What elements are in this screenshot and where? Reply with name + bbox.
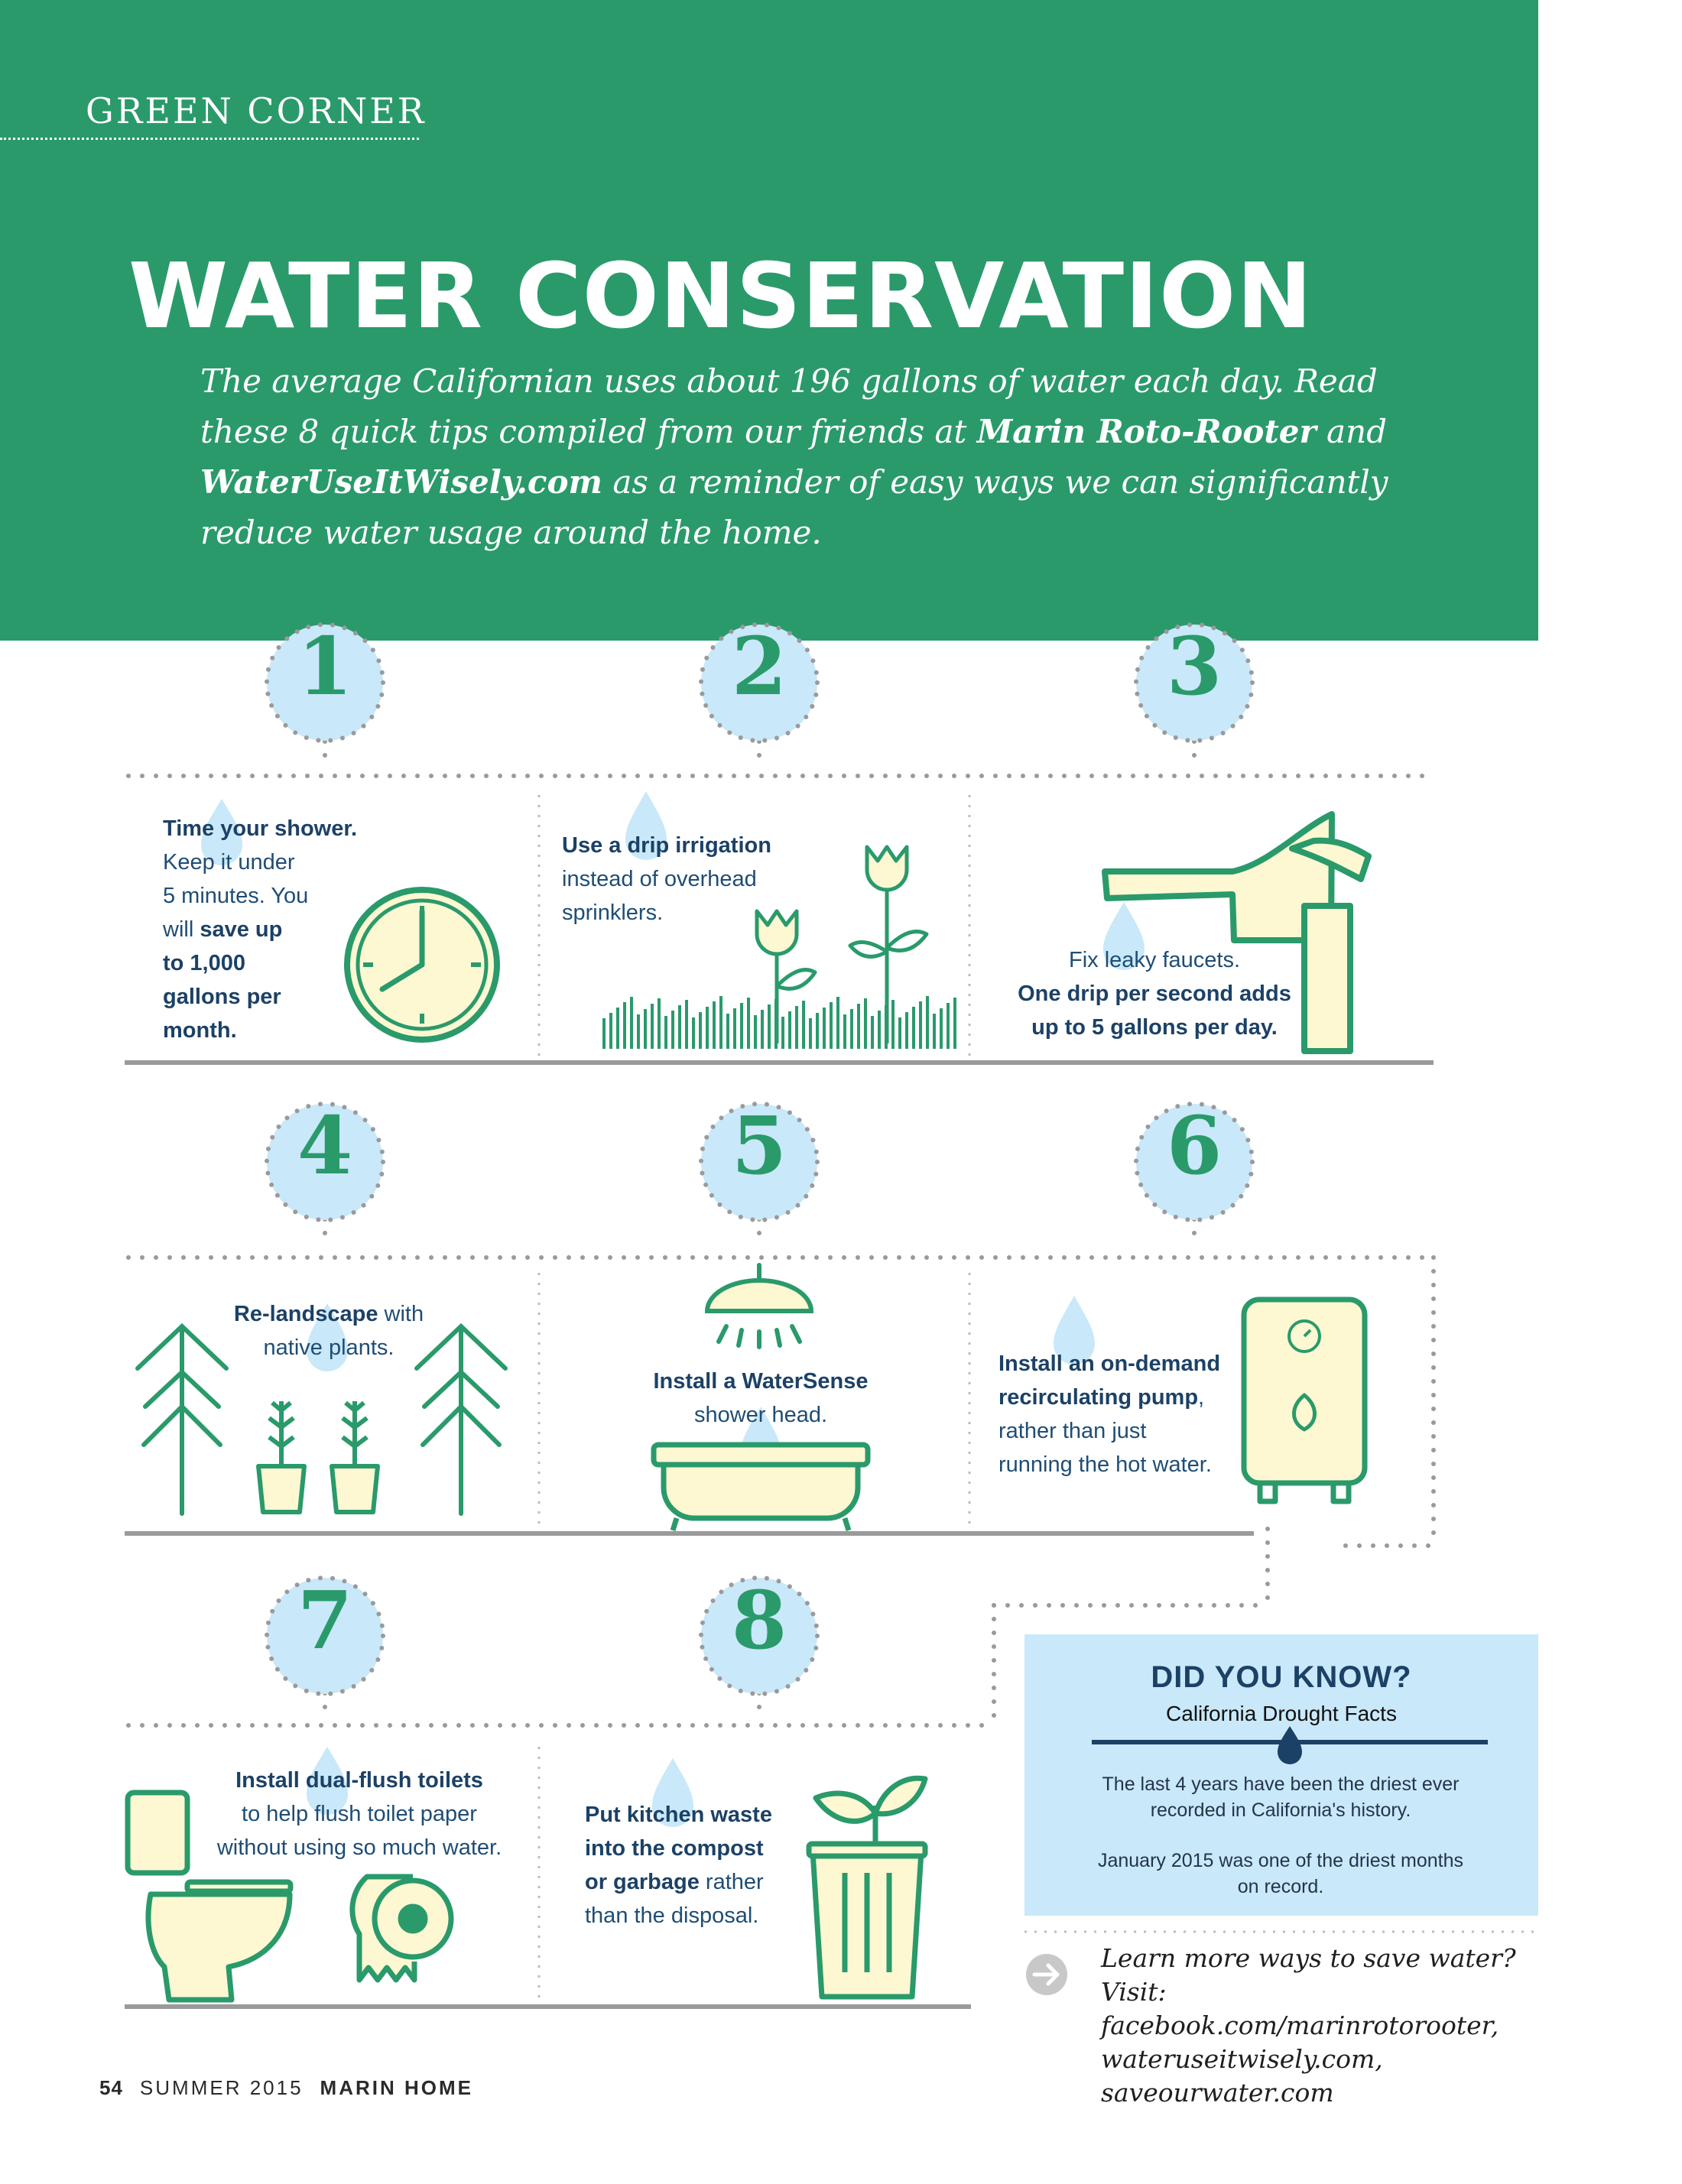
potted-plant-icon	[258, 1401, 378, 1512]
clock-icon	[347, 890, 497, 1040]
page-title: WATER CONSERVATION	[128, 243, 1313, 349]
toilet-paper-icon	[352, 1877, 451, 1980]
page-footer	[99, 2076, 473, 2100]
magazine-name: MARIN HOME	[320, 2076, 473, 2099]
fact-1: The last 4 years have been the driest ever recorded in California's history.	[1102, 1773, 1460, 1821]
grass-icon	[604, 996, 955, 1049]
tip-number-2: 2	[731, 619, 787, 713]
fact-2: January 2015 was one of the driest months on record.	[1097, 1850, 1464, 1897]
tip-7-text: Install dual-flush toilets to help flush toilet paper without using so much water.	[216, 1768, 502, 1860]
intro-paragraph: The average Californian uses about 196 gallons of water each day. Read these 8 quick tips compiled from our friends at Marin Roto-Rooter and WaterUseItWisely.com as a reminder of easy ways we can significantly reduce water usage around the home.	[200, 362, 1388, 551]
tip-number-1: 1	[297, 619, 353, 713]
arrow-circle-icon	[1026, 1954, 1067, 1995]
learn-more-prompt: Learn more ways to save water?	[1101, 1943, 1516, 1973]
issue-label: SUMMER 2015	[139, 2076, 304, 2099]
learn-more-links	[1101, 1942, 1544, 2110]
page-number: 54	[99, 2076, 123, 2099]
tip-1-text: Time your shower. Keep it under 5 minutes. You will save up to 1,000 gallons per month.	[163, 816, 358, 1043]
section-label: GREEN CORNER	[86, 90, 427, 131]
tip-number-3: 3	[1166, 619, 1223, 713]
tip-3-text: Fix leaky faucets. One drip per second adds up to 5 gallons per day.	[1018, 948, 1291, 1040]
did-you-know-title: DID YOU KNOW?	[1151, 1660, 1412, 1694]
did-you-know-subtitle: California Drought Facts	[1166, 1702, 1397, 1725]
water-heater-icon	[1244, 1300, 1365, 1501]
saveourwater-link[interactable]: saveourwater.com	[1101, 2078, 1334, 2108]
tip-2-text: Use a drip irrigation instead of overhead sprinklers.	[562, 833, 771, 925]
tip-number-8: 8	[731, 1573, 787, 1667]
tip-number-7: 7	[297, 1573, 353, 1667]
tip-number-4: 4	[297, 1098, 353, 1193]
tip-5-text: Install a WaterSense shower head.	[653, 1369, 869, 1427]
shower-head-icon	[707, 1265, 811, 1347]
wateruseitwisely-link[interactable]: wateruseitwisely.com,	[1101, 2044, 1383, 2074]
facebook-link[interactable]: Visit: facebook.com/marinrotorooter,	[1101, 1977, 1499, 2040]
tip-4-text: Re-landscape with native plants.	[233, 1302, 424, 1360]
bathtub-icon	[654, 1445, 868, 1530]
tip-number-5: 5	[731, 1098, 787, 1193]
tip-6-text: Install an on-demand recirculating pump, rather than just running the hot water.	[998, 1352, 1221, 1477]
tip-number-6: 6	[1166, 1098, 1223, 1193]
tip-8-text: Put kitchen waste into the compost or garbage rather than the disposal.	[585, 1803, 772, 1928]
